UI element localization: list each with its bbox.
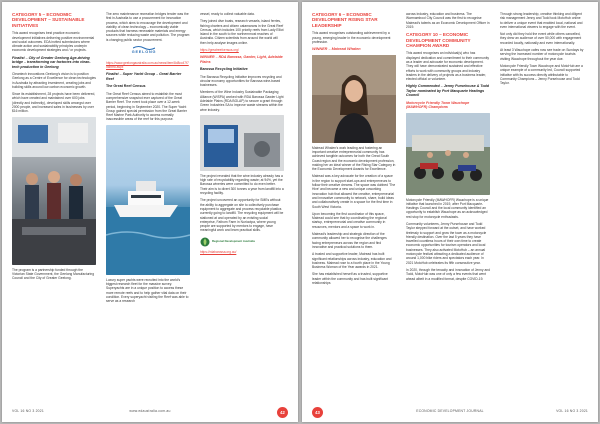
geelong-paragraph-2: Since its establishment, 28 projects have been delivered, which have created and maintained over 600 jobs (directly and indirectly), developed skills amongst over 2000 people, and increased sales in businesses by over $16 million. (12, 92, 96, 114)
super-yacht-illustration (106, 125, 190, 275)
mairead-paragraph-1: Mairead Whalen's work leading and fostering an important creative entrepreneurial community has achieved tangible outcomes for both the Great South Coast region and the economic development profession, making her an ideal winner of the Rising Star Category in the Economic Development Awards for Excellence. (312, 145, 396, 172)
barossa-paragraph-1: The Barossa Recycling Initiative improves recycling and circular economy opportunities for Barossa wine-based businesses. (200, 74, 282, 88)
rda-leaf-icon (200, 237, 210, 247)
category-6-heading: CATEGORY 6 – ECONOMIC DEVELOPMENT RISING STAR LEADERSHIP (312, 12, 378, 28)
finalist-super-yacht-title: Finalist – Super Yacht Group – Great Barrier Reef (106, 72, 182, 81)
right-column-3 (500, 12, 584, 88)
left-column-2 (106, 12, 190, 307)
left-footer (2, 407, 298, 417)
rda-logo-text: Regional Development Australia (212, 239, 255, 244)
motorcycle-group-photo (406, 113, 490, 195)
right-footer-issue: VOL 16 NO 3 2021 (556, 409, 588, 413)
right-column-1 (312, 12, 396, 288)
barossa-paragraph-3: The project revealed that the wine industry already has a high rate of recyclability regarding waste; at 94%, yet the Barossa wineries were committed to do even better. Their aim is to divert 300 tonnes a year from landfill into a recycling facility. (200, 173, 284, 196)
recycling-photo (200, 115, 284, 171)
page-number-42: 42 (277, 407, 288, 418)
page-43 (302, 2, 598, 422)
motorcycle-group-illustration (406, 113, 490, 195)
mairead-paragraph-4: Mairead's leadership and strategic direction of the community allowed her to recognise the challenges facing entrepreneurs across the region and find innovative and practical solutions to them. (312, 232, 387, 249)
motorcycle-paragraph-2: In 2020, through the tenacity and innovation of Jenny and Todd, MotoHub was one of only a few events that went ahead albeit in a modified format, despite COVID-19. (406, 267, 490, 281)
winner-mairead-title: WINNER – Mairead Whalen (312, 47, 361, 52)
mairead-continued-paragraph: across industry, education and business. The Warrnambool City Council was the first to recognise Mairead's talents as an Economic Development Officer in 2019. (406, 12, 490, 29)
super-yacht-photo (106, 125, 190, 275)
right-footer (302, 407, 598, 417)
motohub-paragraph-3: At least 3 Wauchope cafes now see trade on Sundays by serving the increased number of motorcycle tourists visiting Wauchope throughout the year due. (500, 48, 584, 61)
mairead-paragraph-6: She has established herself as a trusted, supportive leader within the community and has built significant relationships (312, 272, 389, 286)
barossa-recycling-subtitle: Barossa Recycling Initiative (200, 67, 248, 72)
geelong-paragraph-1: Cleantech innovations Geelong's vision is to position Geelong as a Centre of Excellence for clean technologies in Australia by attracting investment, creating jobs and building skills around low carbon economic growth. (12, 71, 96, 89)
left-column-1 (12, 12, 96, 283)
motorcycle-caption: Motorcycle Friendly (MAWHOFR) Wauchope is a unique initiative that launched in 2019, after Port Macquarie-Hastings Council and the local community identified an opportunity to establish Wauchope as an acknowledged rest stop for motorcycle enthusiasts. (406, 197, 489, 219)
geelong-logo (126, 45, 162, 57)
left-column-3 (200, 12, 284, 257)
left-footer-issue: VOL 16 NO 3 2021 (12, 409, 44, 413)
super-yacht-caption: Luxury super yachts were recruited into the world's biggest research fleet for the massive survey. Superyachts are in a unique position to access these more remote reefs and to help gather vital data on their condition. Every superyacht visiting the Reef was able to serve as a research (106, 277, 189, 304)
page-number-43: 43 (312, 407, 323, 418)
category-5-heading: CATEGORY 5 – ECONOMIC DEVELOPMENT – SUSTAINABLE INITIATIVES (12, 12, 85, 28)
motorcycle-champions-subtitle: Motorcycle Friendly Town Wauchope (MAWHOFR) Champions (406, 100, 470, 110)
rda-barossa-link[interactable]: https://rdabarossa.org.au/ (200, 249, 237, 254)
mairead-portrait-illustration (312, 55, 396, 143)
reef-census-paragraph: The Great Reef Census aimed to establish the most comprehensive snapshot ever captured of the Great Barrier Reef. The event took place over a 12-week period, beginning in September 2020. The Super Yacht Group gained special permission from the Great Barrier Reef Marine Park Authority to access normally inaccessible areas of the reef for this purpose. (106, 91, 187, 122)
geelong-logo-text: GEELONG (131, 50, 157, 55)
recycling-illustration (200, 115, 284, 171)
cleantech-event-illustration (12, 117, 96, 265)
geelong-caption: The program is a partnership funded through the Victorian State Government, the Geelong Manufacturing Council and the City of Greater Geelong. (12, 267, 95, 281)
category-5-intro: This award recognises best practice economic development initiatives delivering positive environmental and social outcomes. EDA invited submissions where climate action and sustainability principles underpin economic development strategies and / or projects. (12, 31, 95, 53)
motohub-paragraph-4: Motorcycle Friendly Town Wauchope and MotoHub are a unique example of a community led, Council supported initiative with its success directly attributable to Community Champions – Jenny Pursehouse and Todd Taylor. (500, 63, 583, 86)
geelong-bridge-paragraph: The zero maintenance recreation bridges tender was the first in Australia to use a procurement for innovation process, which aims to encourage the development and viability of clean technology – economically viable products that harness renewable materials and energy sources while reducing waste and pollution. The program is changing public sector procurement. (106, 12, 190, 42)
category-6-intro: This award recognises outstanding achievement by a young, emerging leader in the economic development profession. (312, 31, 391, 44)
barossa-paragraph-4: The project uncovered an opportunity for SMEs without the ability to aggregate on site to collectively purchase equipment to aggregate and process recyclable plastics currently going to landfill. The recycling equipment will be stationed at and operated by an existing social enterprise, Fathom Farm in Nuriootpa, where young people are supported by mentors to engage, have meaningful work and learn practical skills. (200, 198, 284, 233)
reef-fleet-paragraph: They joined dive boats, research vessels, island ferries, fishing charters and citizen catamarans in the Great Reef Census, which includes 100 priority reefs from Lady Elliot Island in the south to the northernmost reaches of Australia. Citizen scientists from around the world will then help analyse images online. (200, 19, 284, 45)
left-footer-website[interactable]: www.edaustralia.com.au (129, 409, 171, 413)
geelong-link[interactable]: https://www.geelongaustralia.com.au/news/item/8d8cc47f7d6bbf8.aspx (106, 61, 189, 70)
motohub-paragraph-1: Through strong leadership, creative thinking and diligent risk management Jenny and Todd took MotoHub online to deliver a unique event that enabled local, national and even international viewers to engage with the event. (500, 12, 583, 29)
great-reef-census-link[interactable]: https://greatreefcensus.org/ (200, 48, 239, 53)
winner-rda-barossa-title: WINNER – RDA Barossa, Gawler, Light, Adelaide Plains (200, 55, 283, 64)
rda-logo (200, 237, 284, 247)
right-column-2 (406, 12, 490, 284)
mairead-paragraph-5: A trusted and supportive leader, Mairead has built significant relationships across industry, education and business. Mairead rose to a fourth place in the Young Business Woman of the Year awards in 2021. (312, 252, 392, 270)
highly-commended-title: Highly Commended – Jenny Pursehouse & Todd Taylor nominated by Port Macquarie Hastings Council (406, 84, 489, 98)
page-42 (2, 2, 298, 422)
category-10-intro: This award recognises an individual(s) who has displayed dedication and commitment to their community as a leader and advocate for economic development. They will have demonstrated sustained and effective efforts to work with community groups and industry leaders in the delivery of projects as a business leader, elected official or volunteer. (406, 51, 490, 82)
finalist-geelong-title: Finalist – City of Greater Geelong Age-driving bridge – transforming car factories into clean-tech production in Geelong (12, 55, 91, 69)
barossa-paragraph-2: Members of the Wine Industry Sustainable Packaging Alliance (WISPA) worked with RDA Barossa Gawler Light Adelaide Plains (RDA BGLAP) to secure a grant through Green Industries SA to improve waste streams within the wine industry. (200, 90, 284, 112)
mairead-paragraph-3: Upon becoming the first coordinator of this space, Mairead could see that by coordinating the regional startup, entrepreneurial and creative community in resources, mentors and a space to work in. (312, 211, 387, 229)
great-reef-census-subtitle: The Great Reef Census (106, 84, 146, 89)
cleantech-event-photo (12, 117, 96, 265)
mairead-whalen-photo (312, 55, 396, 143)
motorcycle-paragraph-1: Community volunteers, Jenny Pursehouse and Todd Taylor stepped forward at the outset, and have worked tirelessly to support and grow the town as a motorcycle friendly destination. Over the last 5 years they have travelled countless hours of their own time to create economic opportunities for tourism operators and local businesses. They also activated MotoHub – an annual motorcycle festival attracting a dedicated audience of around 1,000 bike riders and spectators each year. In 2021 MotoHub celebrates its fifth consecutive year. (406, 222, 487, 265)
right-footer-journal: ECONOMIC DEVELOPMENT JOURNAL (416, 409, 484, 413)
reef-vessel-paragraph: vessel, ready to collect valuable data. (200, 12, 255, 16)
mairead-paragraph-2: Mairead was a key advocate for the creation of a space in the region to support start-ups and entrepreneurs to follow their creative dreams. The space was dubbed 'The Hive' and became a new and unique coworking innovation hub that allowed the creative, entrepreneurial and innovative community to network, share, build ideas and collaboratively create in a space for the first time in South West Victoria. (312, 174, 396, 209)
category-10-heading: CATEGORY 10 – ECONOMIC DEVELOPMENT COMMUNITY CHAMPION AWARD (406, 32, 471, 48)
motohub-paragraph-2: Not only did they hold the event while others cancelled, they drew an audience of over 50,000 with engagement recorded locally, nationally and even internationally. (500, 32, 582, 45)
